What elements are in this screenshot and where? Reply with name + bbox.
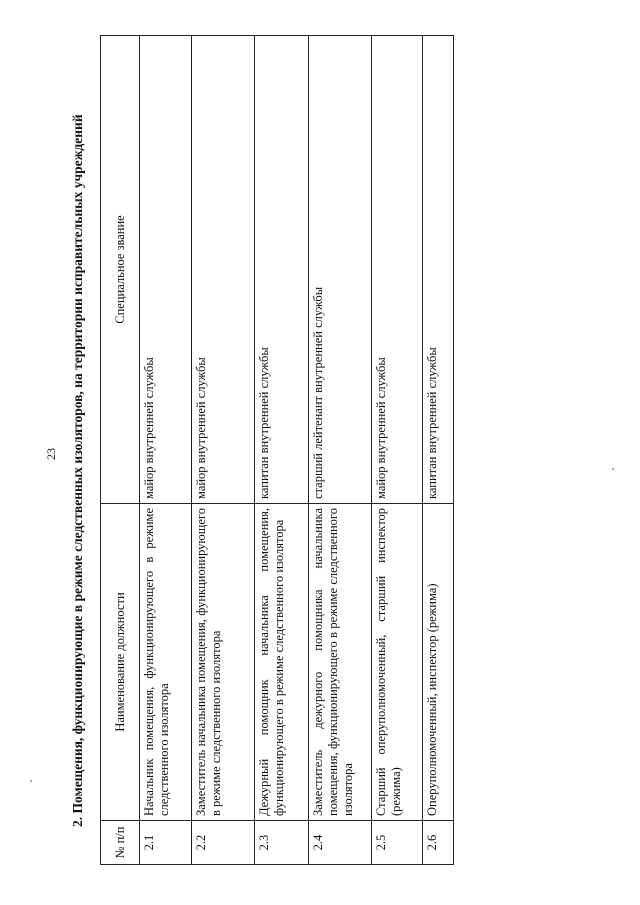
page-number: 23 xyxy=(44,448,58,460)
scan-speck xyxy=(30,780,32,782)
table-row xyxy=(423,36,454,865)
row-rank: майор внутренней службы xyxy=(192,36,255,504)
row-position: Дежурный помощник начальника помещения, функционирующего в режиме следственного изолятора xyxy=(255,504,309,821)
row-number: 2.3 xyxy=(255,821,309,865)
table-row xyxy=(372,36,423,865)
ranks-table xyxy=(100,35,454,865)
row-rank: майор внутренней службы xyxy=(140,36,192,504)
row-rank: старший лейтенант внутренней службы xyxy=(309,36,372,504)
scan-speck xyxy=(612,468,614,470)
row-number: 2.2 xyxy=(192,821,255,865)
table-row xyxy=(309,36,372,865)
table-row xyxy=(255,36,309,865)
header-position: Наименование должности xyxy=(101,504,140,821)
table-header-row xyxy=(101,36,140,865)
row-position: Заместитель начальника помещения, функционирующего в режиме следственного изолятора xyxy=(192,504,255,821)
header-rank: Специальное звание xyxy=(101,36,140,504)
row-position: Старший оперуполномоченный, старший инспектор (режима) xyxy=(372,504,423,821)
row-number: 2.6 xyxy=(423,821,454,865)
row-rank: майор внутренней службы xyxy=(372,36,423,504)
table-row xyxy=(140,36,192,865)
row-number: 2.1 xyxy=(140,821,192,865)
header-num: № п/п xyxy=(101,821,140,865)
row-position: Оперуполномоченный, инспектор (режима) xyxy=(423,504,454,821)
row-position: Заместитель дежурного помощника начальника помещения, функционирующего в режиме следственного изолятора xyxy=(309,504,372,821)
row-number: 2.5 xyxy=(372,821,423,865)
table-row xyxy=(192,36,255,865)
section-title: 2. Помещения, функционирующие в режиме следственных изоляторов, на территории исправительных учреждений xyxy=(70,114,85,827)
row-number: 2.4 xyxy=(309,821,372,865)
row-position: Начальник помещения, функционирующего в режиме следственного изолятора xyxy=(140,504,192,821)
row-rank: капитан внутренней службы xyxy=(255,36,309,504)
row-rank: капитан внутренней службы xyxy=(423,36,454,504)
